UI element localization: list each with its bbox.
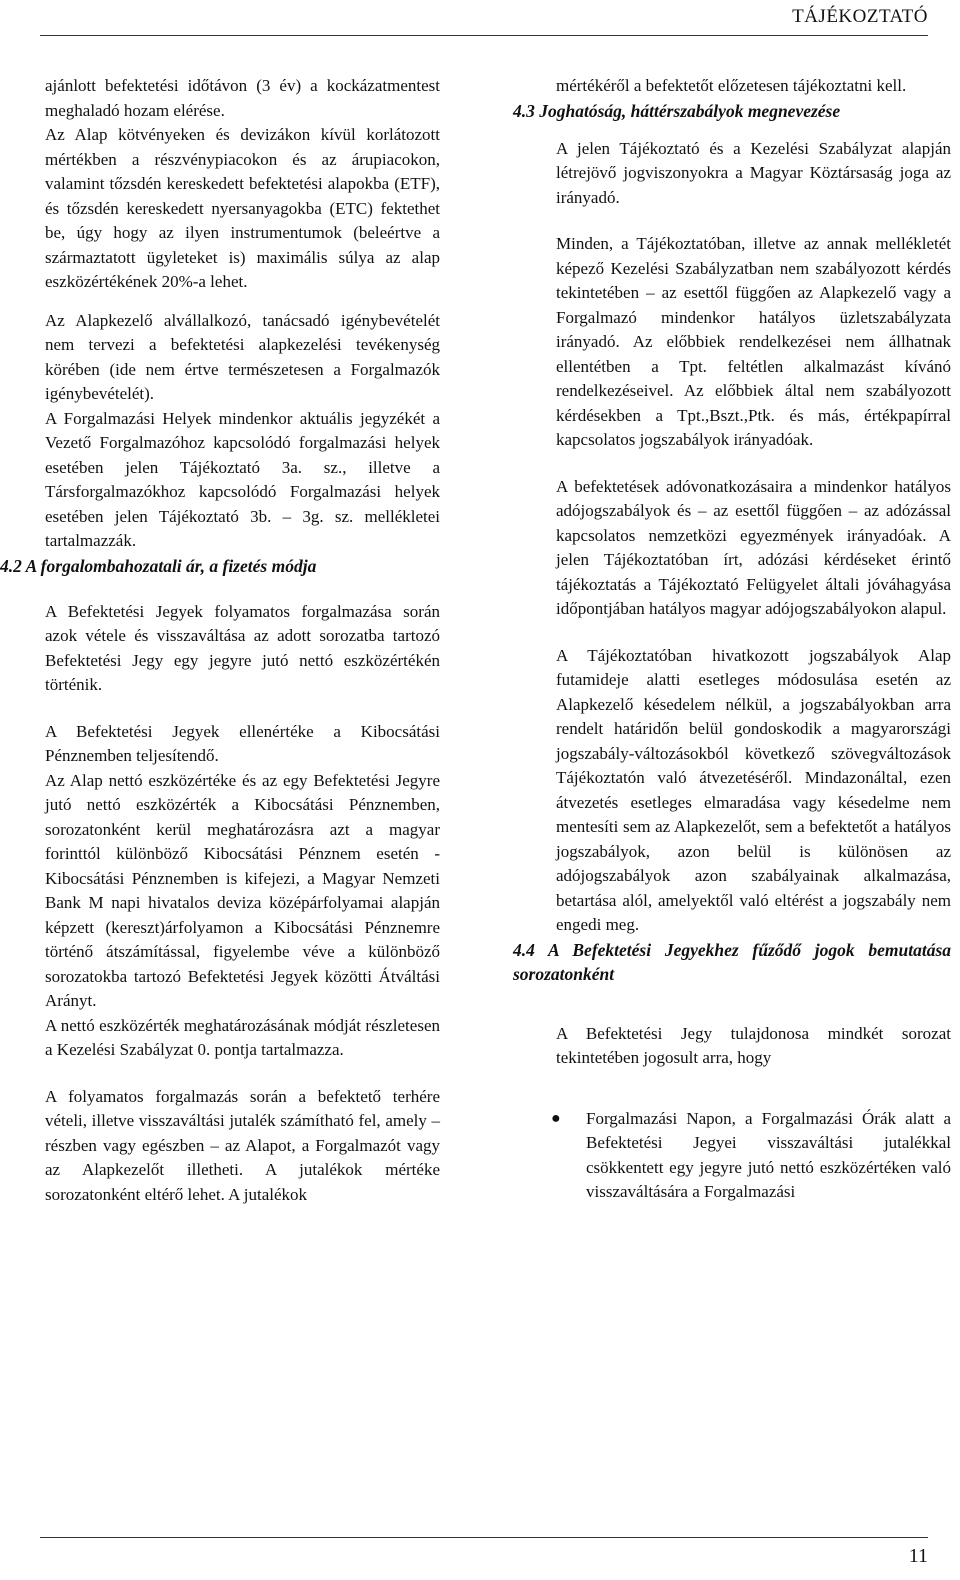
paragraph: A Befektetési Jegyek ellenértéke a Kibocsátási Pénznemben teljesítendő. — [45, 721, 440, 765]
header-divider — [40, 35, 928, 36]
paragraph: mértékéről a befektetőt előzetesen tájékoztatni kell. — [556, 76, 907, 95]
paragraph: A nettó eszközérték meghatározásának módját részletesen a Kezelési Szabályzat 0. pontja tartalmazza. — [45, 1015, 440, 1059]
paragraph: ajánlott befektetési időtávon (3 év) a kockázatmentest meghaladó hozam elérése. — [45, 76, 440, 120]
left-column — [0, 74, 440, 1207]
paragraph: Az Alap kötvényeken és devizákon kívül korlátozott mértékben a részvénypiacokon és az árupiacokon, valamint tőzsdén kereskedett befektetési alapokba (ETF), és tőzsdén kereskedett nyersanyagokba (ETC) fektethet be, úgy hogy az ilyen instrumentumok (beleértve a származtatott ügyleteket is) maximális súlya az alap eszközértékének 20%-a lehet. — [45, 125, 440, 291]
paragraph: A folyamatos forgalmazás során a befektető terhére vételi, illetve visszaváltási jutalék számítható fel, amely – részben vagy egészben – az Alapot, a Forgalmazót vagy az Alapkezelőt illetheti. A jutalékok mértéke sorozatonként eltérő lehet. A jutalékok — [45, 1086, 440, 1204]
section-heading-4-2: 4.2 A forgalombahozatali ár, a fizetés módja — [0, 555, 317, 576]
bullet-icon: ● — [551, 1109, 561, 1127]
header-label: TÁJÉKOZTATÓ — [792, 6, 928, 27]
list-item — [513, 1107, 951, 1205]
paragraph: Az Alapkezelő alvállalkozó, tanácsadó igénybevételét nem tervezi a befektetési alapkezelési tevékenység körében (ide nem értve természetesen a Forgalmazók igénybevételét). — [45, 310, 440, 403]
paragraph: A befektetések adóvonatkozásaira a mindenkor hatályos adójogszabályok és – az esettől függően – az adózással kapcsolatos nemzetközi egyezmények irányadóak. A jelen Tájékoztatóban írt, adózási kérdéseket érintő tájékoztatás a Tájékoztató Felügyelet általi jóváhagyása időpontjában hatályos magyar adójogszabályokon alapul. — [556, 476, 951, 618]
paragraph: A Befektetési Jegyek folyamatos forgalmazása során azok vétele és visszaváltása az adott sorozatba tartozó Befektetési Jegy egy jegyre jutó nettó eszközértékén történik. — [45, 601, 440, 694]
paragraph: Minden, a Tájékoztatóban, illetve az annak mellékletét képező Kezelési Szabályzatban nem szabályozott kérdés tekintetében – az esettől függően az Alapkezelő vagy a Forgalmazó mindenkor hatályos üzletszabályzata irányadó. Az előbbiek rendelkezései nem állhatnak ellentétben a Tpt. feltétlen alkalmazást kívánó rendelkezéseivel. Az előbbiek által nem szabályozott kérdésekben a Tpt.,Bszt.,Ptk. és más, értékpapírral kapcsolatos jogszabályok irányadóak. — [556, 234, 951, 449]
paragraph: A Forgalmazási Helyek mindenkor aktuális jegyzékét a Vezető Forgalmazóhoz kapcsolódó forgalmazási helyek esetében jelen Tájékoztató 3a. sz., illetve a Társforgalmazókhoz kapcsolódó Forgalmazási helyek esetében jelen Tájékoztató 3b. – 3g. sz. mellékletei tartalmazzák. — [45, 408, 440, 550]
paragraph: Az Alap nettó eszközértéke és az egy Befektetési Jegyre jutó nettó eszközérték a Kibocsátási Pénznemben, sorozatonként kerül meghatározásra azt a magyar forinttól különböző Kibocsátási Pénznem esetén - Kibocsátási Pénznemben is kifejezi, a Magyar Nemzeti Bank M napi hivatalos deviza középárfolyamai alapján képzett (kereszt)árfolyamon a Kibocsátási Pénznemre történő átszámítással, figyelembe véve a különböző sorozatokba tartozó Befektetési Jegyek közötti Átváltási Arányt. — [45, 770, 440, 1010]
section-heading-4-4: 4.4 A Befektetési Jegyekhez fűződő jogok bemutatása sorozatonként — [513, 939, 951, 984]
paragraph: A jelen Tájékoztató és a Kezelési Szabályzat alapján létrejövő jogviszonyokra a Magyar Köztársaság joga az irányadó. — [556, 138, 951, 207]
section-heading-4-3: 4.3 Joghatóság, háttérszabályok megnevezése — [513, 100, 841, 121]
paragraph: A Befektetési Jegy tulajdonosa mindkét sorozat tekintetében jogosult arra, hogy — [556, 1023, 951, 1067]
footer-divider — [40, 1537, 928, 1538]
list-item-text: Forgalmazási Napon, a Forgalmazási Órák alatt a Befektetési Jegyei visszaváltási jutalékkal csökkentett egy jegyre jutó nettó eszközértéken való visszaváltására a Forgalmazási — [586, 1108, 951, 1201]
paragraph: A Tájékoztatóban hivatkozott jogszabályok Alap futamideje alatti esetleges módosulása esetén az Alapkezelő késedelem nélkül, a jogszabályokban arra rendelt határidőn belül gondoskodik a magyarországi jogszabály-változásokból következő szövegváltozások Tájékoztatón való átvezetéséről. Mindazonáltal, ezen átvezetés esetleges elmaradása vagy késedelme nem mentesíti sem az Alapkezelőt, sem a befektetőt a hatályos jogszabályok, azon belül is különösen az adójogszabályok azon szabályainak alkalmazása, betartása alól, amelyektől való eltérést a jogszabály nem engedi meg. — [556, 645, 951, 934]
bullet-list — [513, 1107, 951, 1205]
right-column — [513, 74, 951, 1205]
page-number: 11 — [908, 1545, 928, 1567]
